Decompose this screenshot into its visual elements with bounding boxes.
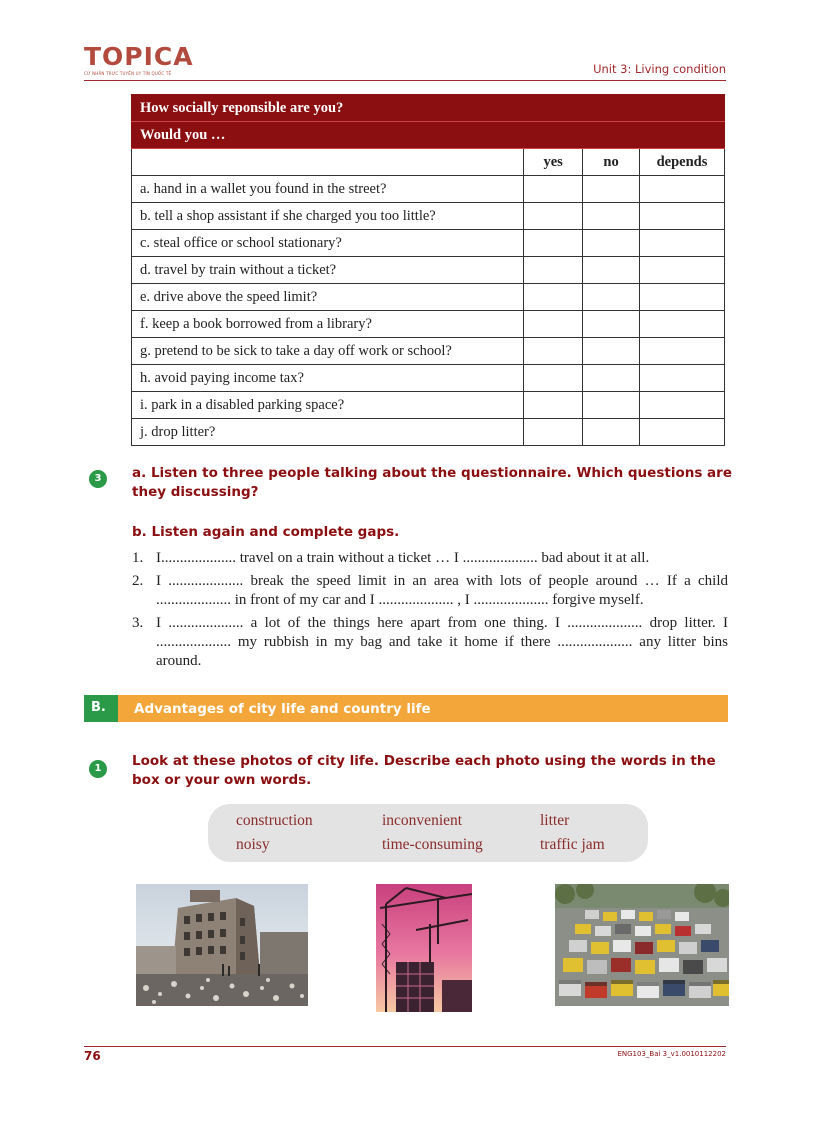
answer-cell-depends[interactable] (640, 311, 725, 338)
column-header-depends: depends (640, 149, 725, 176)
item-number: 2. (132, 573, 144, 589)
answer-cell-yes[interactable] (524, 230, 583, 257)
table-row (132, 203, 725, 230)
exercise-3-badge: 3 (89, 470, 107, 488)
list-item (132, 572, 728, 610)
section-title: Advantages of city life and country life (118, 695, 728, 722)
traffic-jam-photo (555, 884, 729, 1006)
answer-cell-no[interactable] (583, 419, 640, 446)
question-text: i. park in a disabled parking space? (132, 392, 524, 419)
question-column-header (132, 149, 524, 176)
answer-cell-depends[interactable] (640, 284, 725, 311)
question-text: f. keep a book borrowed from a library? (132, 311, 524, 338)
exercise-3b-instruction: b. Listen again and complete gaps. (132, 524, 400, 540)
construction-cranes-photo (376, 884, 472, 1012)
table-row (132, 284, 725, 311)
column-header-yes: yes (524, 149, 583, 176)
answer-cell-depends[interactable] (640, 203, 725, 230)
table-row (132, 257, 725, 284)
answer-cell-no[interactable] (583, 365, 640, 392)
exercise-1-badge: 1 (89, 760, 107, 778)
answer-cell-no[interactable] (583, 257, 640, 284)
unit-label: Unit 3: Living condition (593, 62, 726, 76)
table-row (132, 230, 725, 257)
word-item: noisy (236, 836, 270, 853)
table-subtitle-row (132, 122, 725, 149)
answer-cell-yes[interactable] (524, 365, 583, 392)
question-text: h. avoid paying income tax? (132, 365, 524, 392)
answer-cell-yes[interactable] (524, 338, 583, 365)
table-row (132, 311, 725, 338)
answer-cell-yes[interactable] (524, 311, 583, 338)
word-item: construction (236, 812, 313, 829)
question-text: d. travel by train without a ticket? (132, 257, 524, 284)
item-number: 3. (132, 615, 144, 631)
section-letter: B. (84, 695, 118, 722)
word-item: traffic jam (540, 836, 605, 853)
answer-cell-yes[interactable] (524, 419, 583, 446)
word-item: inconvenient (382, 812, 463, 829)
exercise-3a-instruction: a. Listen to three people talking about the questionnaire. Which questions are they discussing? (132, 465, 732, 500)
answer-cell-yes[interactable] (524, 176, 583, 203)
list-item (132, 614, 728, 671)
answer-cell-no[interactable] (583, 230, 640, 257)
logo-subtitle: CỬ NHÂN TRỰC TUYẾN UY TÍN QUỐC TẾ (84, 71, 172, 76)
table-title: How socially reponsible are you? (132, 95, 725, 122)
column-header-no: no (583, 149, 640, 176)
question-text: c. steal office or school stationary? (132, 230, 524, 257)
answer-cell-yes[interactable] (524, 203, 583, 230)
table-row (132, 338, 725, 365)
document-code: ENG103_Bai 3_v1.0010112202 (617, 1050, 726, 1058)
logo-text: TOPICA (84, 42, 194, 71)
answer-cell-no[interactable] (583, 338, 640, 365)
city-litter-photo (136, 884, 308, 1006)
item-text: I .................... a lot of the things here apart from one thing. I .................... drop litter. I .................... my rubbish in my bag and take it home if there .................... any litter bins around. (156, 615, 728, 669)
item-number: 1. (132, 550, 144, 566)
column-header-row (132, 149, 725, 176)
word-item: time-consuming (382, 836, 483, 853)
word-item: litter (540, 812, 570, 829)
table-row (132, 419, 725, 446)
answer-cell-no[interactable] (583, 176, 640, 203)
gap-fill-list (132, 549, 728, 675)
item-text: I.................... travel on a train without a ticket … I .................... bad about it at all. (156, 550, 650, 566)
answer-cell-no[interactable] (583, 203, 640, 230)
table-title-row (132, 95, 725, 122)
answer-cell-depends[interactable] (640, 338, 725, 365)
answer-cell-no[interactable] (583, 311, 640, 338)
answer-cell-depends[interactable] (640, 365, 725, 392)
answer-cell-no[interactable] (583, 392, 640, 419)
answer-cell-depends[interactable] (640, 419, 725, 446)
page-number: 76 (84, 1049, 101, 1063)
question-text: e. drive above the speed limit? (132, 284, 524, 311)
answer-cell-depends[interactable] (640, 176, 725, 203)
answer-cell-yes[interactable] (524, 392, 583, 419)
answer-cell-depends[interactable] (640, 230, 725, 257)
question-text: g. pretend to be sick to take a day off work or school? (132, 338, 524, 365)
item-text: I .................... break the speed limit in an area with lots of people around … If a child .................... in front of my car and I .................... , I .................... forgive myself. (156, 573, 728, 608)
question-text: j. drop litter? (132, 419, 524, 446)
word-box (208, 804, 648, 862)
table-row (132, 176, 725, 203)
exercise-1-instruction: Look at these photos of city life. Describe each photo using the words in the box or your own words. (132, 753, 716, 788)
list-item (132, 549, 728, 568)
answer-cell-yes[interactable] (524, 257, 583, 284)
topica-logo (84, 44, 194, 80)
table-row (132, 365, 725, 392)
answer-cell-yes[interactable] (524, 284, 583, 311)
table-subtitle: Would you … (132, 122, 725, 149)
questionnaire-table (131, 94, 725, 446)
question-text: b. tell a shop assistant if she charged you too little? (132, 203, 524, 230)
question-text: a. hand in a wallet you found in the street? (132, 176, 524, 203)
answer-cell-depends[interactable] (640, 392, 725, 419)
table-row (132, 392, 725, 419)
answer-cell-depends[interactable] (640, 257, 725, 284)
answer-cell-no[interactable] (583, 284, 640, 311)
footer-rule (84, 1046, 726, 1047)
header-rule (84, 80, 726, 81)
